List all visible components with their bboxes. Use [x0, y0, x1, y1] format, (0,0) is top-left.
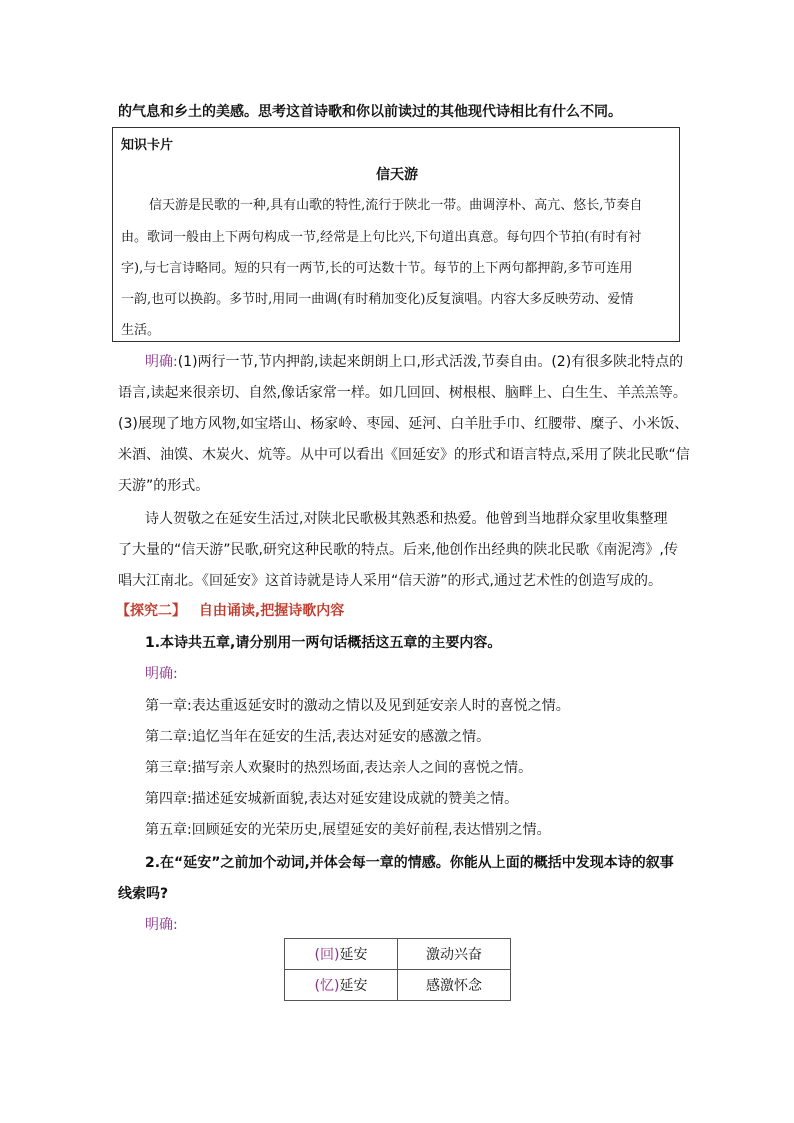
card-line: 信天游是民歌的一种,具有山歌的特性,流行于陕北一带。曲调淳朴、高亢、悠长,节奏自	[149, 198, 643, 213]
intro-tail-text: 的气息和乡土的美感。思考这首诗歌和你以前读过的其他现代诗相比有什么不同。	[118, 104, 622, 120]
q2-answer-label: 明确:	[145, 917, 178, 933]
verb-text: 忆	[320, 978, 334, 994]
section2-tag: 【探究二】	[116, 603, 186, 619]
question2-line: 线索吗?	[118, 886, 169, 902]
answer1-line: 语言,读起来很亲切、自然,像话家常一样。如几回回、树根根、脑畔上、白生生、羊羔羔等。	[118, 385, 687, 401]
chapter-summary: 第一章:表达重返延安时的激动之情以及见到延安亲人时的喜悦之情。	[145, 698, 570, 714]
card-line: 字),与七言诗略同。短的只有一两节,长的可达数十节。每节的上下两句都押韵,多节可连用	[121, 261, 633, 276]
card-title: 信天游	[376, 167, 418, 183]
table-row	[285, 939, 511, 970]
card-line: 一韵,也可以换韵。多节时,用同一曲调(有时稍加变化)反复演唱。内容大多反映劳动、爱情	[121, 292, 634, 307]
table-cell-verb: (忆)延安	[285, 970, 398, 1001]
answer-label: 明确:	[145, 354, 178, 370]
chapter-summary: 第二章:追忆当年在延安的生活,表达对延安的感激之情。	[145, 729, 491, 745]
answer1-line: 米酒、油馍、木炭火、炕等。从中可以看出《回延安》的形式和语言特点,采用了陕北民歌“信	[118, 447, 690, 463]
table-cell-verb: (回)延安	[285, 939, 398, 970]
table-cell-feeling: 激动兴奋	[398, 939, 511, 970]
card-line: 由。歌词一般由上下两句构成一节,经常是上句比兴,下句道出真意。每句四个节拍(有时有衬	[121, 230, 642, 245]
section2-heading	[116, 601, 686, 621]
answer1-line: 天游”的形式。	[118, 478, 210, 494]
card-label: 知识卡片	[121, 138, 174, 153]
table-row	[285, 970, 511, 1001]
question1: 1.本诗共五章,请分别用一两句话概括这五章的主要内容。	[145, 635, 502, 651]
para2-line: 诗人贺敬之在延安生活过,对陕北民歌极其熟悉和热爱。他曾到当地群众家里收集整理	[145, 511, 668, 527]
chapter-summary: 第五章:回顾延安的光荣历史,展望延安的美好前程,表达惜别之情。	[145, 822, 551, 838]
question2-line: 2.在“延安”之前加个动词,并体会每一章的情感。你能从上面的概括中发现本诗的叙事	[145, 855, 674, 871]
para2-line: 了大量的“信天游”民歌,研究这种民歌的特点。后来,他创作出经典的陕北民歌《南泥湾》,传	[118, 542, 678, 558]
para2-line: 唱大江南北。《回延安》这首诗就是诗人采用“信天游”的形式,通过艺术性的创造写成的。	[118, 573, 662, 589]
knowledge-card	[112, 127, 680, 342]
answer1-line: (3)展现了地方风物,如宝塔山、杨家岭、枣园、延河、白羊肚手巾、红腰带、糜子、小米饭、	[118, 416, 689, 432]
chapter-summary: 第三章:描写亲人欢聚时的热烈场面,表达亲人之间的喜悦之情。	[145, 760, 533, 776]
emotion-table	[284, 938, 511, 1001]
verb-text: 回	[320, 947, 334, 963]
answer1-line: 明确:(1)两行一节,节内押韵,读起来朗朗上口,形式活泼,节奏自由。(2)有很多陕北特点的	[145, 354, 684, 370]
table-cell-feeling: 感激怀念	[398, 970, 511, 1001]
q1-answer-label: 明确:	[145, 666, 178, 682]
card-line: 生活。	[121, 323, 161, 338]
chapter-summary: 第四章:描述延安城新面貌,表达对延安建设成就的赞美之情。	[145, 791, 519, 807]
section2-title: 自由诵读,把握诗歌内容	[198, 603, 345, 619]
